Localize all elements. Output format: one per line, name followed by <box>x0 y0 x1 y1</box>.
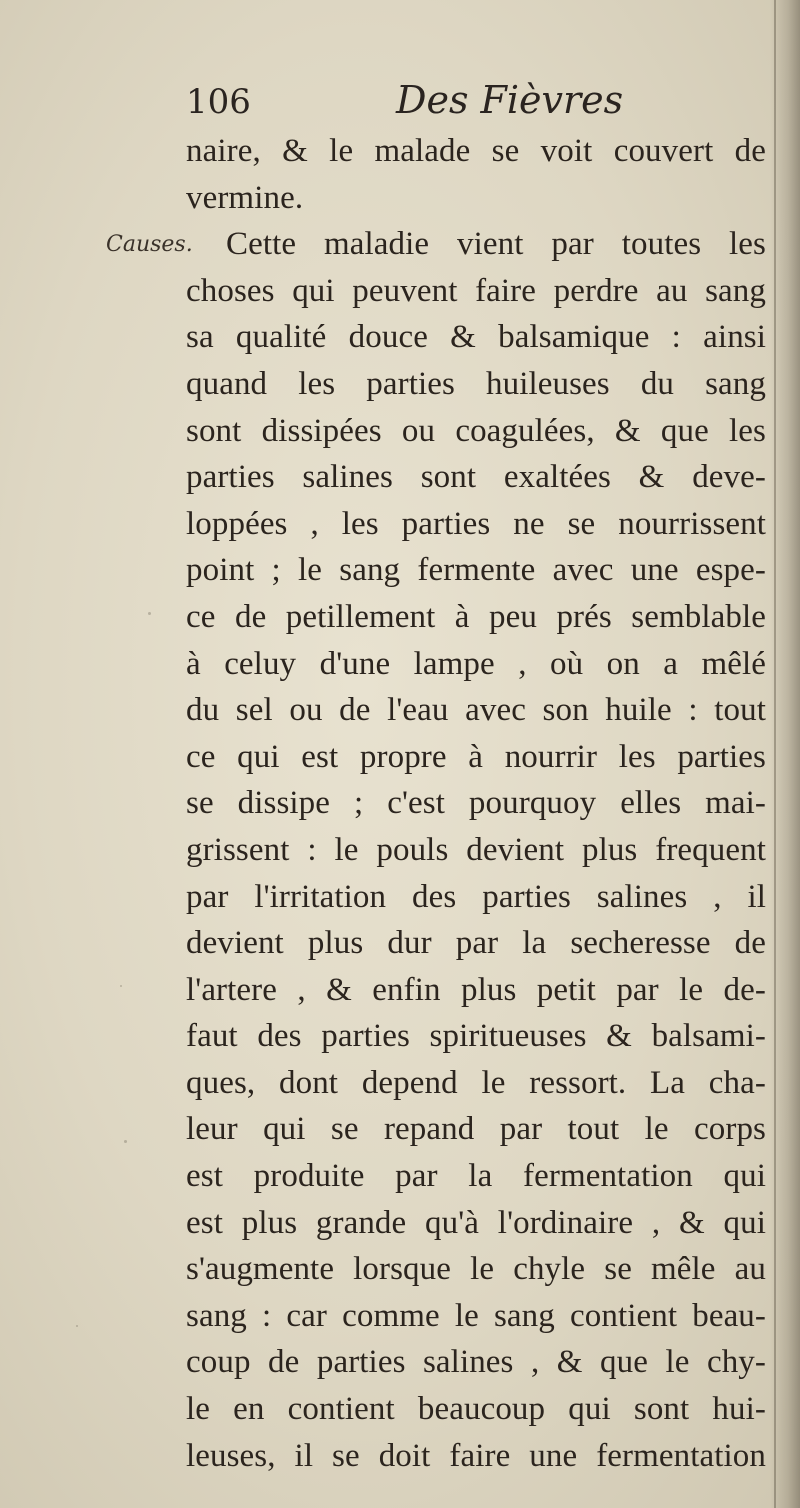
text-line: ques, dont depend le ressort. La cha- <box>186 1064 766 1101</box>
text-line: est produite par la fermentation qui <box>186 1158 766 1195</box>
text-line: devient plus dur par la secheresse de <box>186 925 766 962</box>
text-line: coup de parties salines , & que le chy- <box>186 1344 766 1381</box>
text-line: se dissipe ; c'est pourquoy elles mai- <box>186 785 766 822</box>
text-line: quand les parties huileuses du sang <box>186 365 766 402</box>
page-number: 106 <box>186 82 251 122</box>
text-line: sang : car comme le sang contient beau- <box>186 1297 766 1334</box>
text-line: ce qui est propre à nourrir les parties <box>186 738 766 775</box>
body-text <box>186 128 766 1479</box>
running-head-title: Des Fièvres <box>396 78 624 122</box>
text-line: l'artere , & enfin plus petit par le de- <box>186 971 766 1008</box>
text-line: faut des parties spiritueuses & balsami- <box>186 1018 766 1055</box>
text-line: naire, & le malade se voit couvert de <box>186 133 766 169</box>
text-line: Cette maladie vient par toutes les <box>226 226 766 263</box>
text-line: le en contient beaucoup qui sont hui- <box>186 1391 766 1428</box>
text-line: est plus grande qu'à l'ordinaire , & qui <box>186 1204 766 1241</box>
paper-speck <box>76 1325 78 1327</box>
text-line: point ; le sang fermente avec une espe- <box>186 552 766 589</box>
running-head <box>186 78 756 128</box>
text-line: vermine. <box>186 179 304 216</box>
text-line: ce de petillement à peu prés semblable <box>186 598 766 635</box>
text-line: à celuy d'une lampe , où on a mêlé <box>186 645 766 682</box>
text-line: parties salines sont exaltées & deve- <box>186 459 766 496</box>
text-line: par l'irritation des parties salines , il <box>186 878 766 915</box>
margin-note: Causes. <box>106 232 193 257</box>
text-line: sont dissipées ou coagulées, & que les <box>186 412 766 449</box>
page-edge-shadow <box>770 0 800 1508</box>
paper-speck <box>120 985 122 987</box>
text-line: sa qualité douce & balsamique : ainsi <box>186 319 766 356</box>
text-line: du sel ou de l'eau avec son huile : tout <box>186 692 766 729</box>
text-line: leur qui se repand par tout le corps <box>186 1111 766 1148</box>
text-line: loppées , les parties ne se nourrissent <box>186 505 766 542</box>
text-line: choses qui peuvent faire perdre au sang <box>186 272 766 309</box>
paper-speck <box>124 1140 127 1143</box>
text-line: s'augmente lorsque le chyle se mêle au <box>186 1251 766 1288</box>
text-line: leuses, il se doit faire une fermentation <box>186 1437 766 1474</box>
text-line: grissent : le pouls devient plus frequent <box>186 831 766 868</box>
paper-speck <box>148 612 151 615</box>
